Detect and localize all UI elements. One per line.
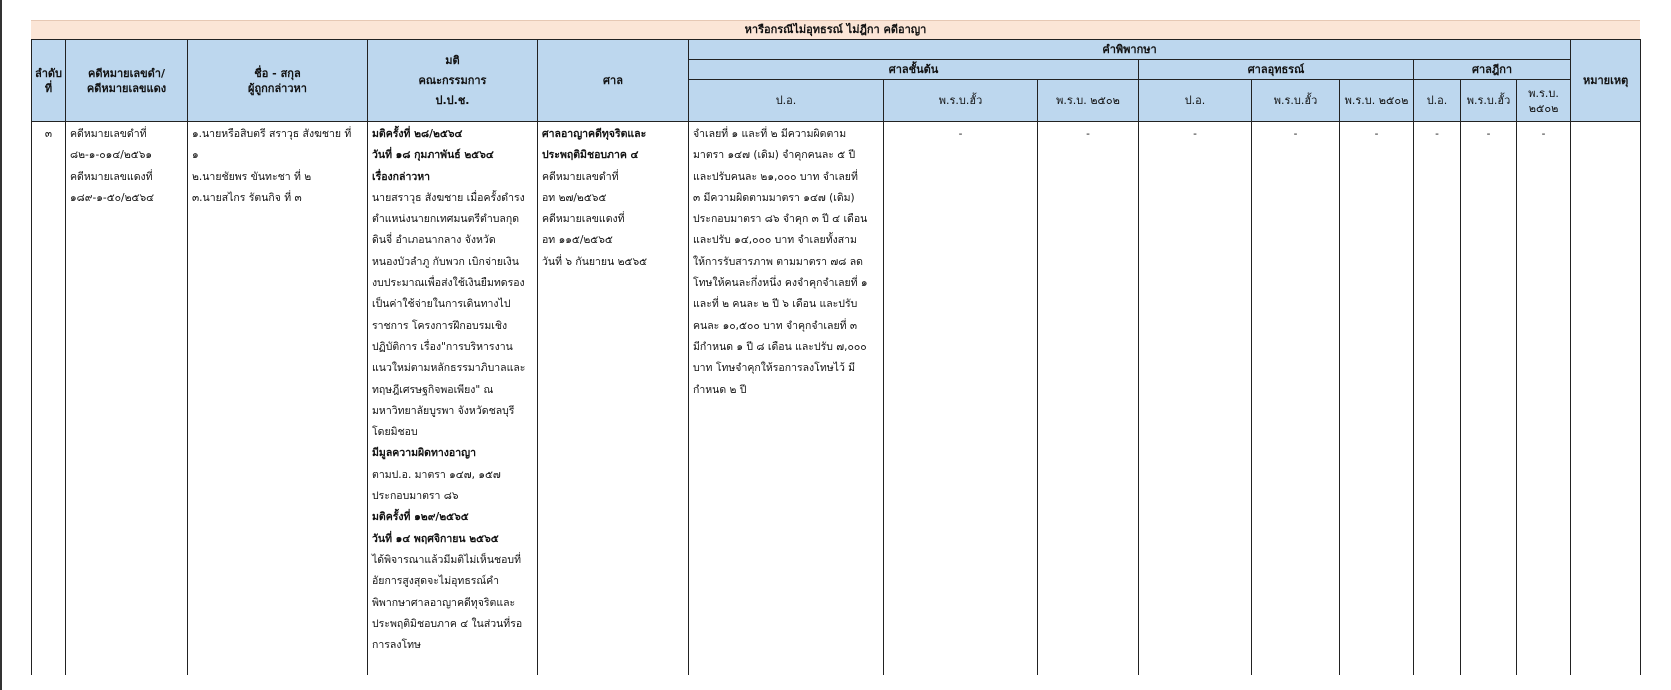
cell-line: ประกอบมาตรา ๘๖ [372,490,459,503]
cell-appeal-anti-corruption-act: - [1252,122,1340,676]
header-case-no: คดีหมายเลขดำ/ คดีหมายเลขแดง [66,40,188,122]
cell-line: มาตรา ๑๔๗ (เดิม) จำคุกคนละ ๕ ปี [693,149,856,162]
header-seq: ลำดับ ที่ [32,40,66,122]
cell-line: และปรับคนละ ๒๑,๐๐๐ บาท จำเลยที่ [693,170,858,183]
cell-line: วันที่ ๑๔ พฤศจิกายน ๒๕๖๕ [372,532,499,545]
window-left-border [0,0,2,690]
cell-line: การลงโทษ [372,639,421,652]
cell-first-anti-corruption-act: - [884,122,1038,676]
header-resolution: มติ คณะกรรมการ ป.ป.ช. [368,40,538,122]
cell-supreme-anti-corruption-act: - [1461,122,1517,676]
header-first-court: ศาลชั้นต้น [689,60,1139,80]
cell-line: หนองบัวลำภู กับพวก เบิกจ่ายเงิน [372,255,519,268]
header-first-act-2502: พ.ร.บ. ๒๕๐๒ [1038,80,1139,122]
header-appeal-court: ศาลอุทธรณ์ [1139,60,1414,80]
spreadsheet [31,20,1640,675]
cell-line: มีกำหนด ๑ ปี ๘ เดือน และปรับ ๗,๐๐๐ [693,340,867,353]
header-remark: หมายเหตุ [1571,40,1641,122]
case-table [31,39,1641,675]
header-judgment: คำพิพากษา [689,40,1571,60]
cell-line: อท ๑๑๕/๒๕๖๕ [542,234,613,247]
cell-line: โดยมิชอบ [372,426,418,439]
cell-court [538,122,689,676]
cell-line: คดีหมายเลขแดงที่ [542,213,625,226]
cell-case-no: คดีหมายเลขดำที่ ๘๒-๑-๐๑๔/๒๕๖๑ คดีหมายเลขแดงที่ ๑๘๙-๑-๕๐/๒๕๖๔ [66,122,188,676]
cell-line: ดินจี่ อำเภอนากลาง จังหวัด [372,234,496,247]
cell-line: มีมูลความผิดทางอาญา [372,447,476,460]
cell-line: เรื่องกล่าวหา [372,170,431,183]
header-appeal-criminal-code: ป.อ. [1139,80,1252,122]
cell-seq: ๓ [32,122,66,676]
cell-line: จำเลยที่ ๑ และที่ ๒ มีความผิดตาม [693,128,847,140]
cell-line: ตำแหน่งนายกเทศมนตรีตำบลกุด [372,213,520,226]
cell-line: ราชการ โครงการฝึกอบรมเชิง [372,319,508,332]
cell-line: บาท โทษจำคุกให้รอการลงโทษไว้ มี [693,362,856,375]
header-appeal-anti-corruption-act: พ.ร.บ.ฮั้ว [1252,80,1340,122]
header-supreme-court: ศาลฎีกา [1414,60,1571,80]
header-first-criminal-code: ป.อ. [689,80,884,122]
cell-line: มติครั้งที่ ๑๒๙/๒๕๖๕ [372,511,469,524]
cell-appeal-act-2502: - [1340,122,1414,676]
cell-appeal-criminal-code: - [1139,122,1252,676]
cell-line: คดีหมายเลขดำที่ [542,170,619,183]
banner-title: หารือกรณีไม่อุทธรณ์ ไม่ฎีกา คดีอาญา [31,20,1640,39]
cell-first-court-criminal-code [689,122,884,676]
cell-supreme-act-2502: - [1517,122,1571,676]
cell-line: พิพากษาศาลอาญาคดีทุจริตและ [372,596,516,609]
cell-line: ได้พิจารณาแล้วมีมติไม่เห็นชอบที่ [372,553,522,566]
cell-line: ศาลอาญาคดีทุจริตและ [542,128,647,140]
cell-line: แนวใหม่ตามหลักธรรมาภิบาลและ [372,362,526,375]
cell-line: ประพฤติมิชอบภาค ๔ ในส่วนที่รอ [372,617,523,630]
cell-line: ประกอบมาตรา ๘๖ จำคุก ๓ ปี ๔ เดือน [693,213,868,226]
table-row [32,122,1641,676]
cell-line: อัยการสูงสุดจะไม่อุทธรณ์คำ [372,575,500,588]
cell-line: วันที่ ๖ กันยายน ๒๕๖๕ [542,255,648,268]
cell-line: ตามป.อ. มาตรา ๑๔๗, ๑๕๗ [372,468,501,481]
cell-line: และปรับ ๑๔,๐๐๐ บาท จำเลยทั้งสาม [693,234,857,247]
cell-line: ประพฤติมิชอบภาค ๔ [542,149,639,162]
cell-line: เป็นค่าใช้จ่ายในการเดินทางไป [372,298,511,311]
cell-supreme-criminal-code: - [1414,122,1461,676]
cell-names: ๑.นายหรือสิบตรี สราวุธ สังฆชาย ที่ ๑ ๒.นายชัยพร ขันทะชา ที่ ๒ ๓.นายสไกร รัตนกิจ ที่ ๓ [188,122,368,676]
cell-line: นายสราวุธ สังฆชาย เมื่อครั้งดำรง [372,191,525,204]
cell-line: มหาวิทยาลัยบูรพา จังหวัดชลบุรี [372,404,515,417]
cell-line: ทฤษฎีเศรษฐกิจพอเพียง" ณ [372,383,494,396]
cell-resolution [368,122,538,676]
cell-line: ให้การรับสารภาพ ตามมาตรา ๗๘ ลด [693,255,863,268]
header-supreme-criminal-code: ป.อ. [1414,80,1461,122]
cell-line: มติครั้งที่ ๒๘/๒๕๖๔ [372,128,463,140]
header-supreme-act-2502: พ.ร.บ. ๒๕๐๒ [1517,80,1571,122]
cell-first-act-2502: - [1038,122,1139,676]
cell-line: กำหนด ๒ ปี [693,383,747,396]
header-court: ศาล [538,40,689,122]
cell-line: ๓ มีความผิดตามมาตรา ๑๔๗ (เดิม) [693,191,855,204]
cell-remark [1571,122,1641,676]
cell-line: วันที่ ๑๘ กุมภาพันธ์ ๒๕๖๔ [372,149,494,162]
header-supreme-anti-corruption-act: พ.ร.บ.ฮั้ว [1461,80,1517,122]
cell-line: โทษให้คนละกึ่งหนึ่ง คงจำคุกจำเลยที่ ๑ [693,277,868,290]
cell-line: และที่ ๒ คนละ ๒ ปี ๖ เดือน และปรับ [693,298,858,311]
header-name: ชื่อ - สกุล ผู้ถูกกล่าวหา [188,40,368,122]
header-first-anti-corruption-act: พ.ร.บ.ฮั้ว [884,80,1038,122]
cell-line: ปฏิบัติการ เรื่อง"การบริหารงาน [372,340,513,353]
header-appeal-act-2502: พ.ร.บ. ๒๕๐๒ [1340,80,1414,122]
cell-line: คนละ ๑๐,๕๐๐ บาท จำคุกจำเลยที่ ๓ [693,319,858,332]
cell-line: อท ๒๗/๒๕๖๕ [542,191,607,204]
cell-line: งบประมาณเพื่อส่งใช้เงินยืมทดรอง [372,277,525,290]
